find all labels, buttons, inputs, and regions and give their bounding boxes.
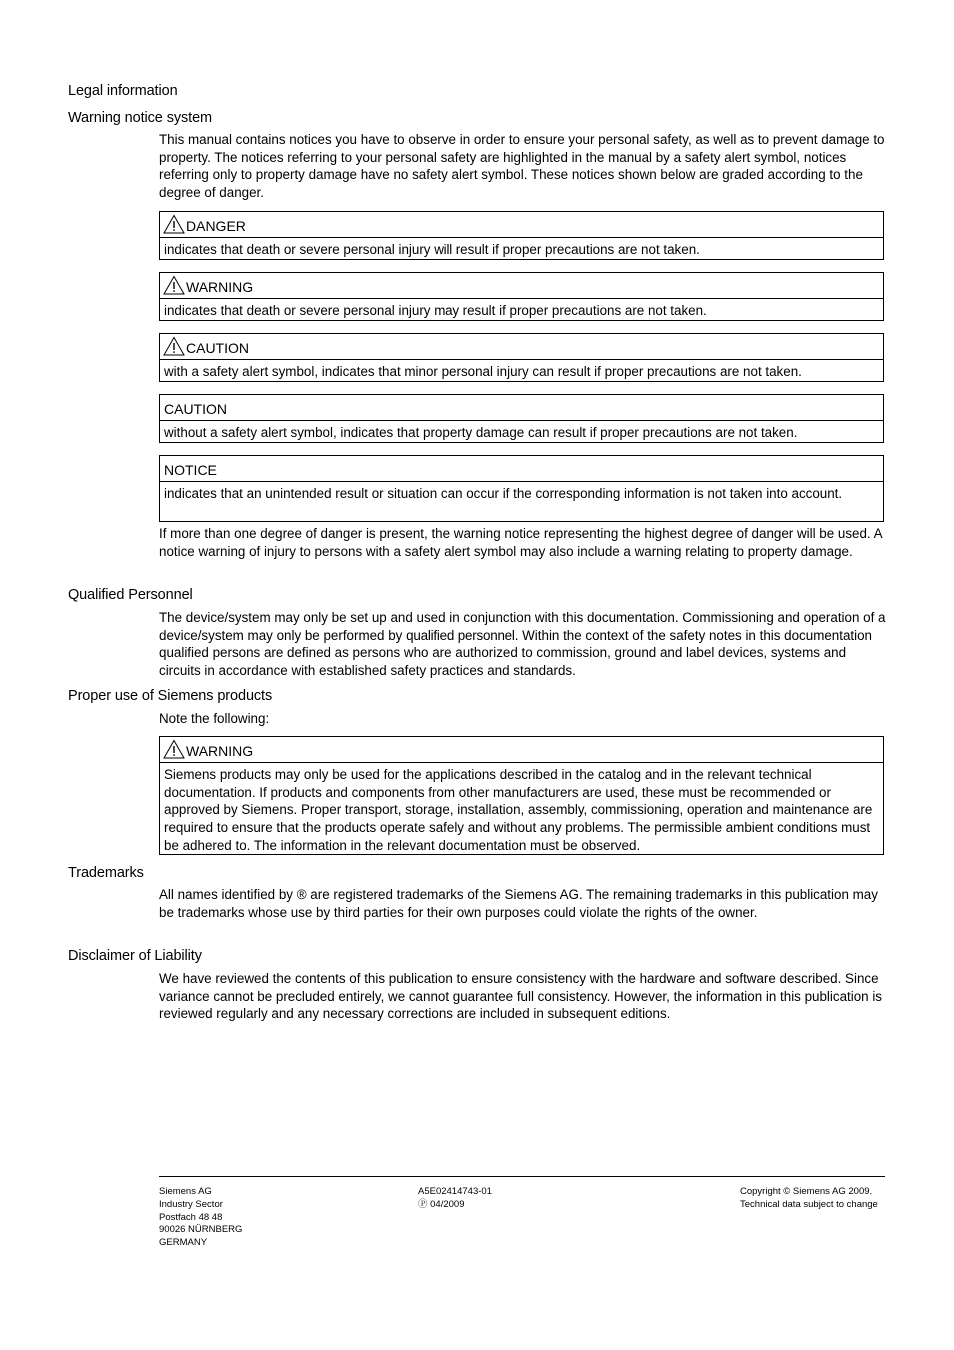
caution-symbol-title: CAUTION: [186, 340, 249, 356]
proper-use-intro: Note the following:: [159, 711, 270, 726]
proper-use-warning-body: Siemens products may only be used for the applications described in the catalog and in the relevant technical documentation. If products and components from other manufacturers are used, these must be recommended or approved by Siemens. Proper transport, storage, installation, assembly, commissioning, operation and maintenance are required to ensure that the products operate safely and without any problems. The permissible ambient conditions must be adhered to. The information in the relevant documentation must be observed.: [164, 767, 873, 853]
trademarks-title: Trademarks: [68, 865, 144, 881]
caution-nosymbol-notice-box: [159, 394, 884, 443]
caution-nosymbol-notice-header: [160, 395, 883, 421]
caution-symbol-notice-box: [159, 333, 884, 382]
disclaimer-title: Disclaimer of Liability: [68, 948, 202, 964]
caution-nosymbol-title: CAUTION: [164, 401, 227, 417]
warning-text-after: result if proper precautions are not taken.: [458, 303, 707, 318]
trademarks-text: All names identified by ® are registered trademarks of the Siemens AG. The remaining trademarks in this publication may be trademarks whose use by third parties for their own purposes could violate the rights of the owner.: [159, 887, 878, 920]
warning-text-emph: may: [434, 303, 459, 318]
warning-notice-outro-text: If more than one degree of danger is present, the warning notice representing the highest degree of danger will be used. A notice warning of injury to persons with a safety alert symbol may also include a warning relating to property damage.: [159, 526, 882, 559]
notice-box: [159, 455, 884, 522]
danger-text-after: result if proper precautions are not taken.: [452, 242, 700, 257]
caution-nosymbol-notice-body: without a safety alert symbol, indicates that property damage can result if proper precautions are not taken.: [164, 425, 798, 440]
notice-title: NOTICE: [164, 462, 217, 478]
danger-notice-body: [160, 238, 883, 261]
warning-notice-body: [160, 299, 883, 322]
warning-notice-title: Warning notice system: [68, 110, 213, 126]
warning-notice-header: [160, 273, 883, 299]
warning-notice-box: [159, 272, 884, 321]
qualified-text-after: . Within the context of the safety notes in this documentation qualified persons are defined as persons who are authorized to commission, ground and label devices, systems and circuits in accordance with established safety practices and standards.: [159, 627, 873, 679]
footer-doc-number: A5E02414743-01: [418, 1186, 492, 1197]
danger-text-before: indicates that death or severe personal injury: [164, 242, 435, 257]
footer-address-line: 90026 NÜRNBERG: [159, 1224, 243, 1236]
proper-use-title: Proper use of Siemens products: [68, 688, 273, 704]
footer-doc-info: [418, 1186, 492, 1212]
notice-header: [160, 456, 883, 482]
footer-date: Ⓟ 04/2009: [418, 1198, 465, 1210]
qualified-personnel-title: Qualified Personnel: [68, 587, 193, 603]
proper-use-warning-box: [159, 736, 884, 855]
caution-symbol-notice-body: with a safety alert symbol, indicates that minor personal injury can result if proper precautions are not taken.: [164, 364, 802, 379]
footer-address: [159, 1186, 242, 1250]
warning-notice-intro: [159, 131, 889, 202]
danger-notice-header: [160, 212, 883, 238]
proper-use-warning-title: WARNING: [186, 743, 254, 759]
qualified-text-before: The device/system may only be set up and used in conjunction with this documentation. Commissioning and operation of a device/system may only be performed by: [159, 610, 886, 643]
footer-address-line: Postfach 48 48: [159, 1211, 223, 1223]
legal-info-title: Legal information: [68, 83, 178, 99]
notice-body: indicates that an unintended result or situation can occur if the corresponding information is not taken into account.: [164, 486, 843, 501]
footer-subject-text: Technical data subject to change: [740, 1198, 878, 1210]
warning-notice-intro-text: This manual contains notices you have to observe in order to ensure your personal safety, as well as to prevent damage to property. The notices referring to your personal safety are highlighted in the manual by a safety alert symbol, notices referring only to property damage have no safety alert symbol. These notices shown below are graded according to the degree of danger.: [159, 132, 885, 201]
caution-symbol-notice-header: [160, 334, 883, 360]
footer-copyright-text: Copyright © Siemens AG 2009.: [740, 1186, 873, 1197]
footer-address-line: Siemens AG: [159, 1186, 212, 1197]
footer-divider: [159, 1176, 885, 1177]
warning-notice-outro: [159, 525, 889, 560]
warning-text-before: indicates that death or severe personal injury: [164, 303, 435, 318]
qualified-personnel-text: [159, 609, 889, 680]
danger-title: DANGER: [186, 218, 246, 234]
footer-address-line: Industry Sector: [159, 1198, 223, 1210]
danger-text-emph: will: [434, 242, 452, 257]
footer-copyright: [740, 1186, 878, 1212]
proper-use-warning-header: [160, 737, 883, 763]
warning-triangle-icon: [163, 214, 185, 234]
qualified-text-emph: qualified personnel: [406, 627, 515, 643]
danger-notice-box: [159, 211, 884, 260]
warning-triangle-icon: [163, 275, 185, 295]
disclaimer-text: We have reviewed the contents of this publication to ensure consistency with the hardware and software described. Since variance cannot be precluded entirely, we cannot guarantee full consistency. However, the information in this publication is reviewed regularly and any necessary corrections are included in subsequent editions.: [159, 971, 883, 1022]
warning-title: WARNING: [186, 279, 254, 295]
footer-address-line: GERMANY: [159, 1237, 208, 1249]
warning-triangle-icon: [163, 336, 185, 356]
warning-triangle-icon: [163, 739, 185, 759]
